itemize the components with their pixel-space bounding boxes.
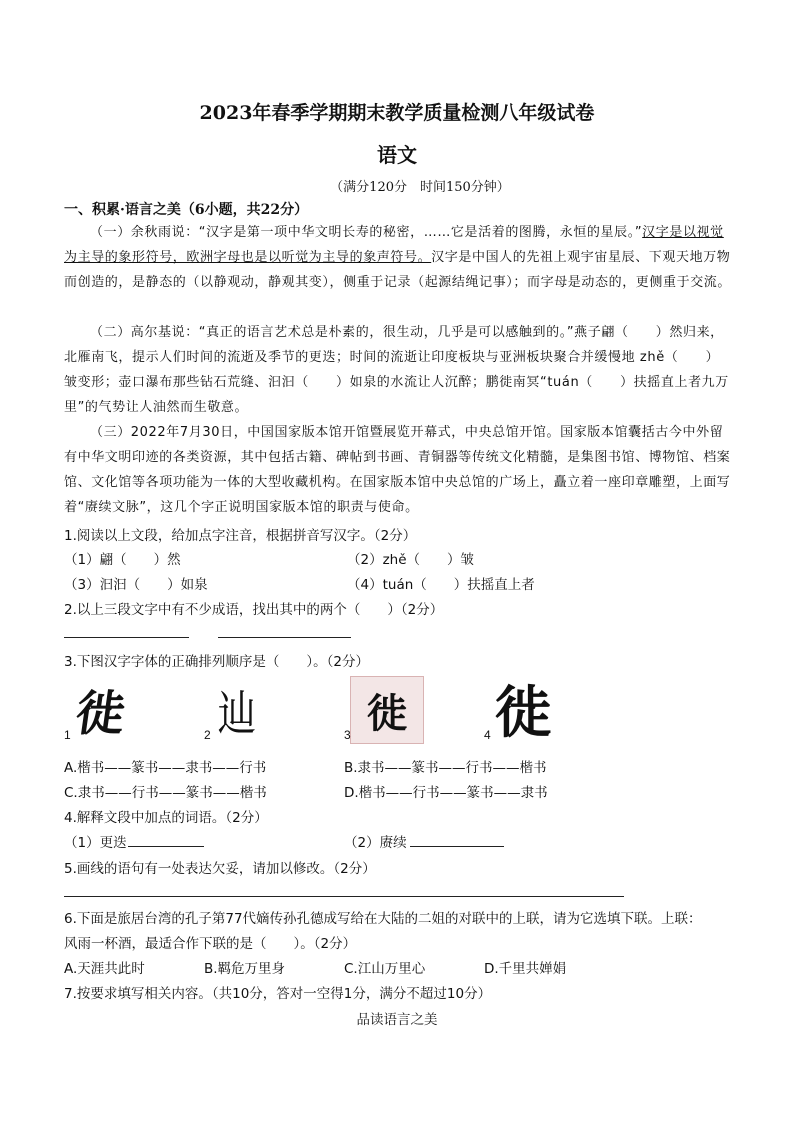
q1-item-3: （3）汩汩（ ）如泉 — [64, 577, 208, 593]
q7-subheading: 品读语言之美 — [356, 1012, 438, 1028]
passage-3 — [64, 420, 731, 520]
image-number-1: 1 — [64, 728, 71, 742]
answer-blank-2[interactable] — [218, 637, 351, 638]
calligraphy-image-2 — [202, 678, 272, 740]
passage-2-text: （二）高尔基说：“真正的语言艺术总是朴素的，很生动，几乎是可以感触到的。”燕子翩（ ）然归来，北雁南飞，提示人们时间的流逝及季节的更迭；时间的流逝让印度板块与亚洲板块聚合并缓慢地 zhě（ ）皱变形；壶口瀑布那些钻石荒缝、汩汩（ ）如泉的水流让人沉醉；鹏徙南冥“tuán（ ）扶摇直上者九万里”的气势让人油然而生敬意。 — [64, 325, 729, 415]
underlined-sentence: 汉字是以视觉为主导的象形符号，欧洲字母也是以听觉为主导的象声符号。 — [64, 225, 724, 265]
question-1: 1.阅读以上文段，给加点字注音，根据拼音写汉字。（2分） — [64, 528, 417, 544]
image-number-4: 4 — [484, 728, 491, 742]
answer-blank-1[interactable] — [64, 637, 189, 638]
section-heading: 一、积累·语言之美（6小题，共22分） — [64, 202, 309, 218]
glyph-3: 徙 — [367, 690, 407, 737]
q1-item-4: （4）tuán（ ）扶摇直上者 — [347, 577, 535, 593]
q5-answer-line[interactable] — [64, 896, 624, 897]
q4-blank-2[interactable] — [410, 846, 504, 847]
q3-option-d[interactable]: D.楷书——行书——篆书——隶书 — [344, 785, 548, 801]
image-number-2: 2 — [204, 728, 211, 742]
q1-item-2: （2）zhě（ ）皱 — [347, 552, 475, 568]
q4-item-2: （2）赓续 — [344, 835, 407, 851]
glyph-4: 徙 — [495, 680, 551, 746]
q6-option-d[interactable]: D.千里共婵娟 — [484, 961, 567, 977]
passage-1-rest: 汉字是中国人的先祖上观宇宙星辰、下观天地万物而创造的，是静态的（以静观动，静观其变），侧重于记录（起源结绳记事）；而字母是动态的，更侧重于交流。 — [64, 250, 732, 290]
exam-meta: （满分120分 时间150分钟） — [330, 180, 510, 195]
passage-1 — [64, 220, 731, 295]
calligraphy-image-1 — [66, 678, 136, 740]
image-number-3: 3 — [344, 728, 351, 742]
glyph-1: 徙 — [72, 685, 129, 742]
question-6-line-1: 6.下面是旅居台湾的孔子第77代嫡传孙孔德成写给在大陆的二姐的对联中的上联，请为它选填下联。上联： — [64, 911, 702, 927]
calligraphy-image-3 — [350, 676, 424, 744]
question-5: 5.画线的语句有一处表达欠妥，请加以修改。（2分） — [64, 861, 376, 877]
q3-option-b[interactable]: B.隶书——篆书——行书——楷书 — [344, 760, 547, 776]
exam-title: 2023年春季学期期末教学质量检测八年级试卷 — [199, 102, 595, 124]
question-6-line-2: 风雨一杯酒，最适合作下联的是（ ）。（2分） — [64, 936, 357, 952]
question-3: 3.下图汉字字体的正确排列顺序是（ ）。（2分） — [64, 654, 369, 670]
passage-1-lead: （一）余秋雨说：“汉字是第一项中华文明长寿的秘密，……它是活着的图腾，永恒的星辰。” — [90, 225, 643, 240]
glyph-2: 辿 — [217, 685, 257, 742]
question-4: 4.解释文段中加点的词语。（2分） — [64, 810, 268, 826]
q4-blank-1[interactable] — [128, 846, 204, 847]
q3-option-a[interactable]: A.楷书——篆书——隶书——行书 — [64, 760, 267, 776]
passage-2 — [64, 320, 731, 420]
q6-option-c[interactable]: C.江山万里心 — [344, 961, 426, 977]
q6-option-b[interactable]: B.羁危万里身 — [204, 961, 286, 977]
q1-item-1: （1）翩（ ）然 — [64, 552, 181, 568]
question-7: 7.按要求填写相关内容。（共10分，答对一空得1分，满分不超过10分） — [64, 986, 492, 1002]
passage-3-text: （三）2022年7月30日，中国国家版本馆开馆暨展览开幕式，中央总馆开馆。国家版本馆囊括古今中外留有中华文明印迹的各类资源，其中包括古籍、碑帖到书画、青铜器等传统文化精髓，是集图书馆、博物馆、档案馆、文化馆等各项功能为一体的大型收藏机构。在国家版本馆中央总馆的广场上，矗立着一座印章雕塑，上面写着“赓续文脉”，这几个字正说明国家版本馆的职责与使命。 — [64, 425, 731, 515]
calligraphy-image-4 — [488, 678, 558, 746]
q4-item-1: （1）更迭 — [64, 835, 127, 851]
question-2: 2.以上三段文字中有不少成语，找出其中的两个（ ）（2分） — [64, 602, 444, 618]
q6-option-a[interactable]: A.天涯共此时 — [64, 961, 145, 977]
q3-option-c[interactable]: C.隶书——行书——篆书——楷书 — [64, 785, 267, 801]
subject-title: 语文 — [377, 143, 417, 167]
